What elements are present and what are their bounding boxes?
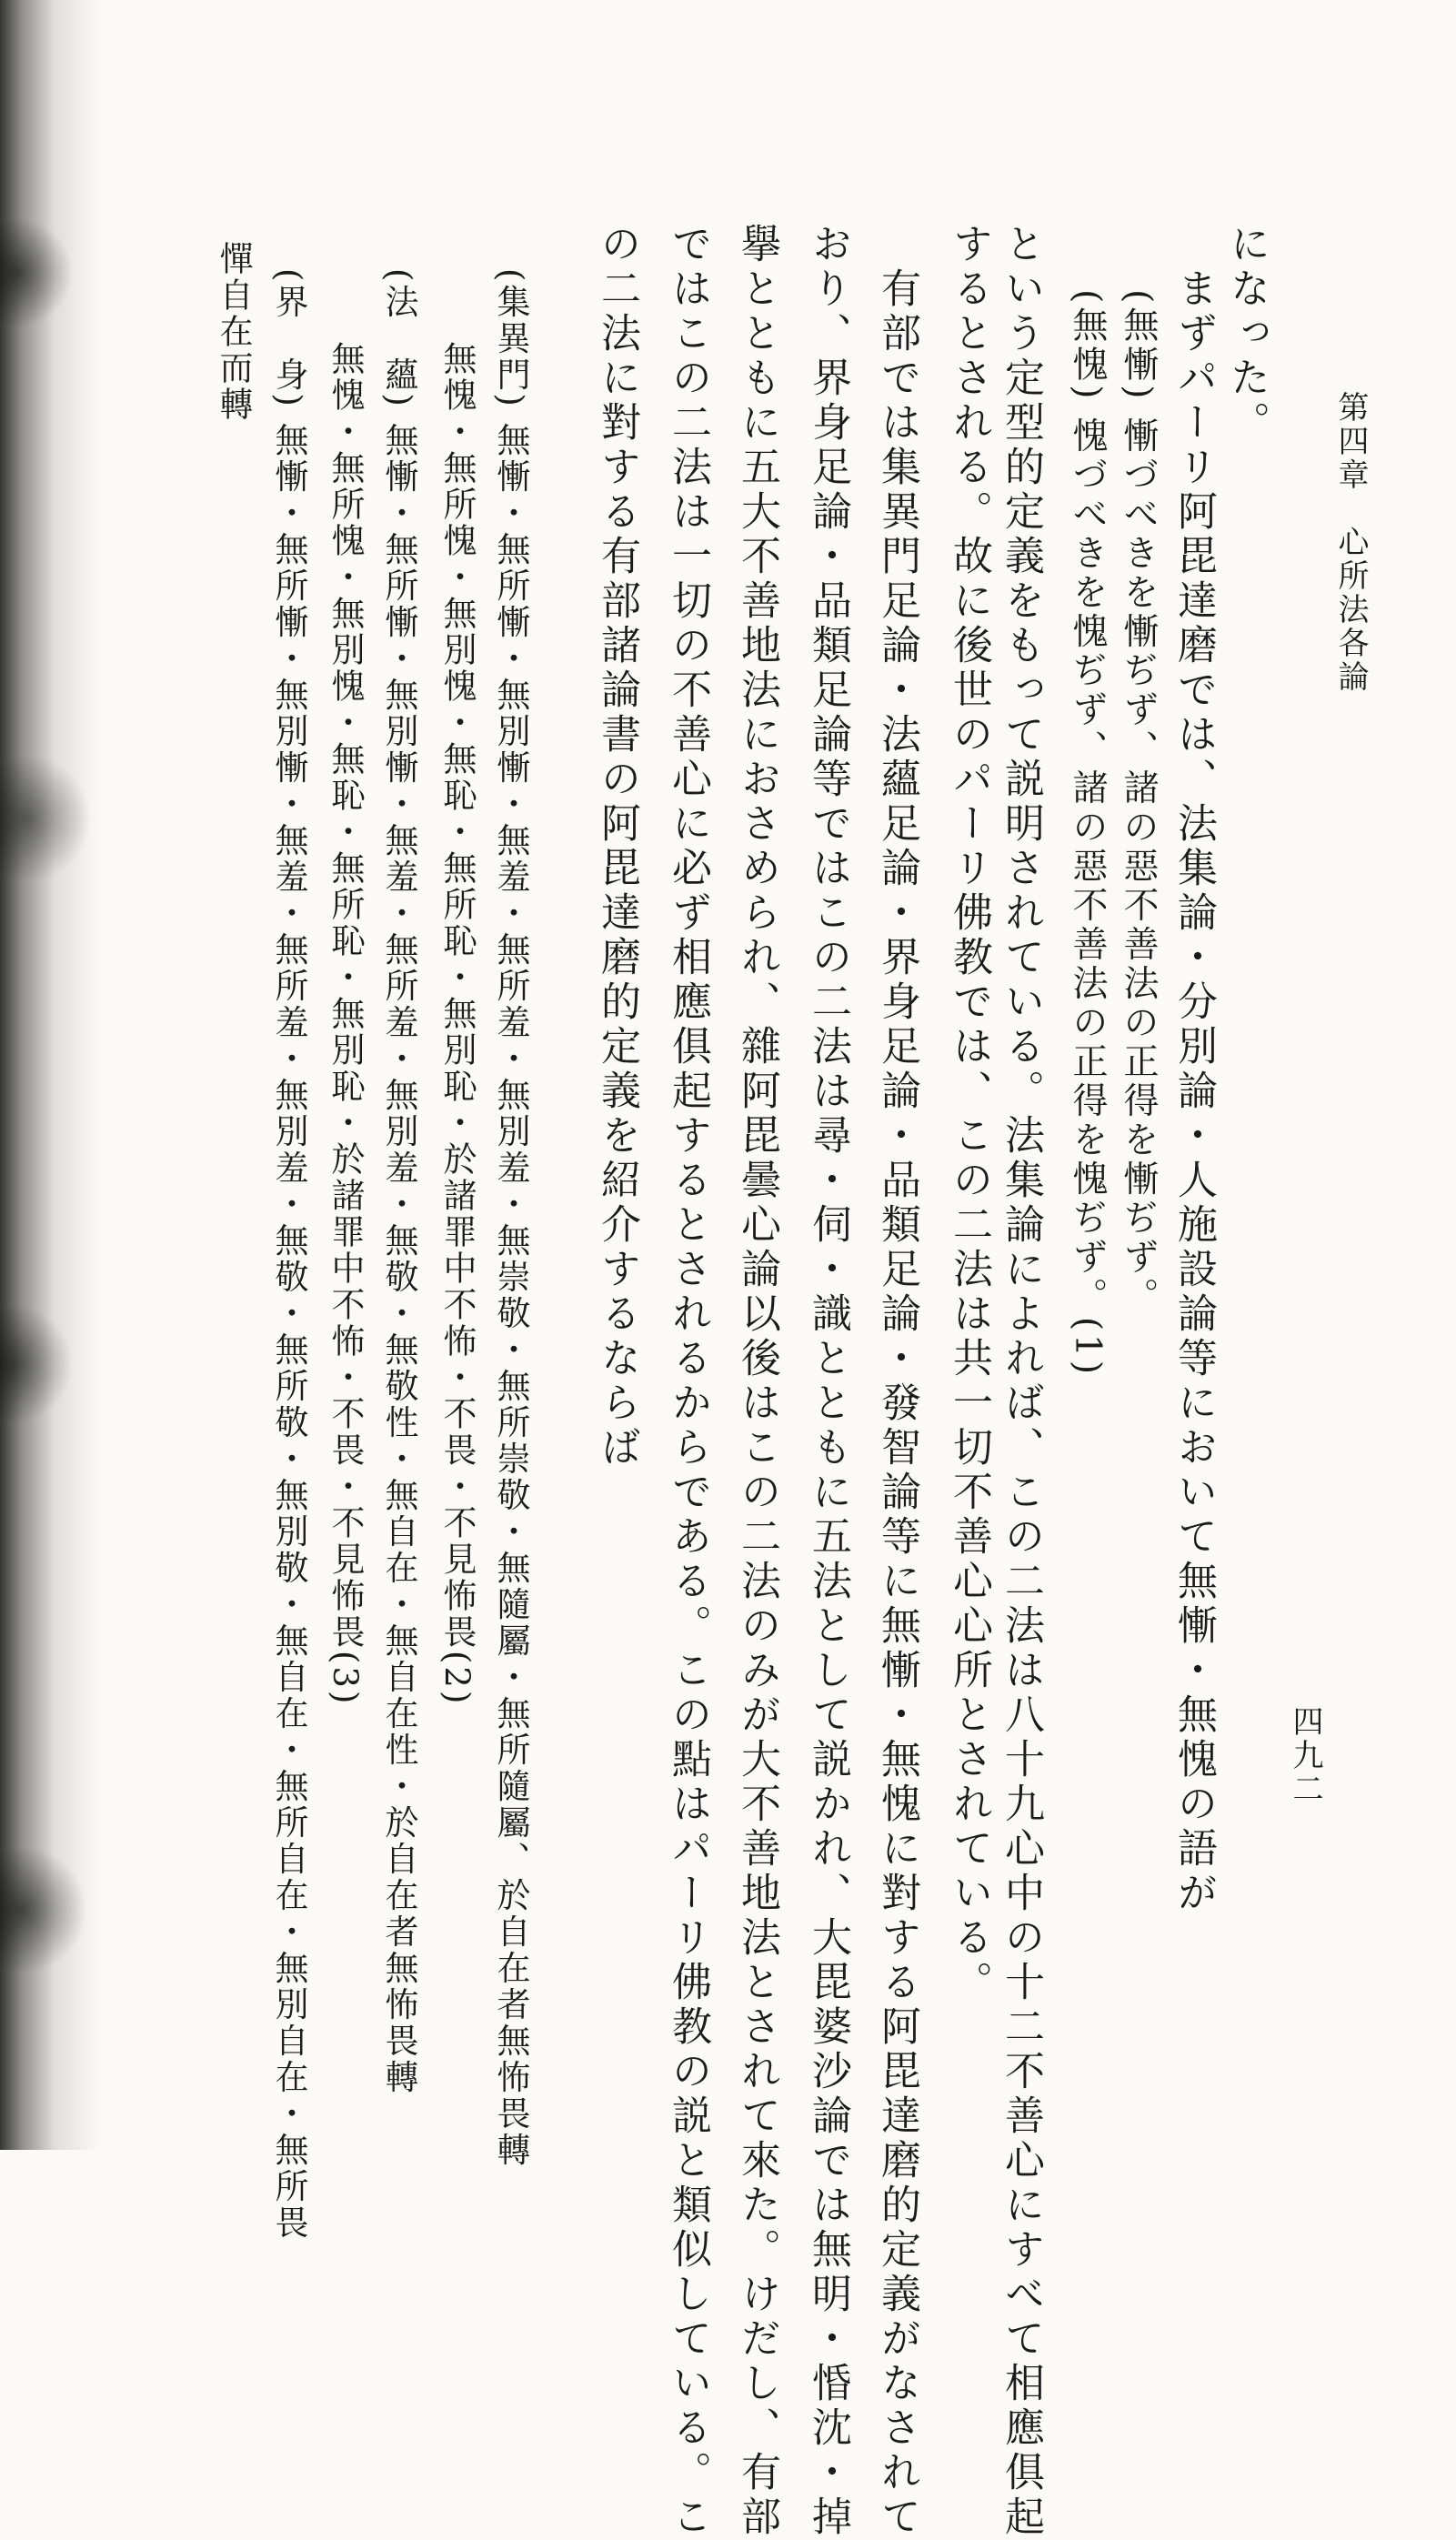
running-header: 第四章 心所法各論 [1332, 391, 1369, 694]
body-line: の二法に對する有部諸論書の阿毘達磨的定義を紹介するならば [594, 223, 640, 1471]
body-line: まずパーリ阿毘達磨では、法集論・分別論・人施設論等において無慚・無愧の語が [1170, 223, 1217, 1916]
quoted-definition: (無愧) 愧づべきを愧ぢず、諸の惡不善法の正得を愧ぢず。(1) [1067, 250, 1108, 1379]
definition-list-line: (界 身) 無慚・無所慚・無別慚・無羞・無所羞・無別羞・無敬・無所敬・無別敬・無自在・無所自在・無別自在・無所畏 [269, 268, 308, 2242]
body-line: 擧とともに五大不善地法におさめられ、雜阿毘曇心論以後はこの二法のみが大不善地法とされて來た。けだし、有部 [734, 223, 780, 2540]
body-line: するとされる。故に後世のパーリ佛教では、この二法は共一切不善心心所とされている。 [946, 223, 992, 2005]
body-line: おり、界身足論・品類足論等ではこの二法は尋・伺・識とともに五法として説かれ、大毘婆沙論では無明・惛沈・掉 [805, 223, 851, 2540]
body-line: になった。 [1223, 223, 1270, 446]
definition-list-line: 無愧・無所愧・無別愧・無恥・無所恥・無別恥・於諸罪中不怖・不畏・不見怖畏(3) [326, 341, 365, 1707]
body-line: という定型的定義をもって説明されている。法集論によれば、この二法は八十九心中の十二不善心にすべて相應俱起 [998, 223, 1044, 2540]
scan-shadow [0, 0, 100, 2150]
body-line: 有部では集異門足論・法蘊足論・界身足論・品類足論・發智論等に無慚・無愧に對する阿毘達磨的定義がなされて [874, 223, 920, 2540]
page-number: 四九二 [1287, 1705, 1323, 1806]
body-line: ではこの二法は一切の不善心に必ず相應俱起するとされるからである。この點はパーリ佛教の説と類似している。こ [665, 223, 711, 2540]
definition-list-line: 無愧・無所愧・無別愧・無恥・無所恥・無別恥・於諸罪中不怖・不畏・不見怖畏(2) [437, 341, 477, 1707]
definition-list-line: 憚自在而轉 [214, 241, 253, 423]
definition-list-line: (法 蘊) 無慚・無所慚・無別慚・無羞・無所羞・無別羞・無敬・無敬性・無自在・無自在性・於自在者無怖畏轉 [379, 268, 418, 2096]
quoted-definition: (無慚) 慚づべきを慚ぢず、諸の惡不善法の正得を慚ぢず。 [1118, 250, 1159, 1317]
definition-list-line: (集異門) 無慚・無所慚・無別慚・無羞・無所羞・無別羞・無崇敬・無所崇敬・無隨屬・無所隨屬、於自在者無怖畏轉 [491, 268, 530, 2169]
